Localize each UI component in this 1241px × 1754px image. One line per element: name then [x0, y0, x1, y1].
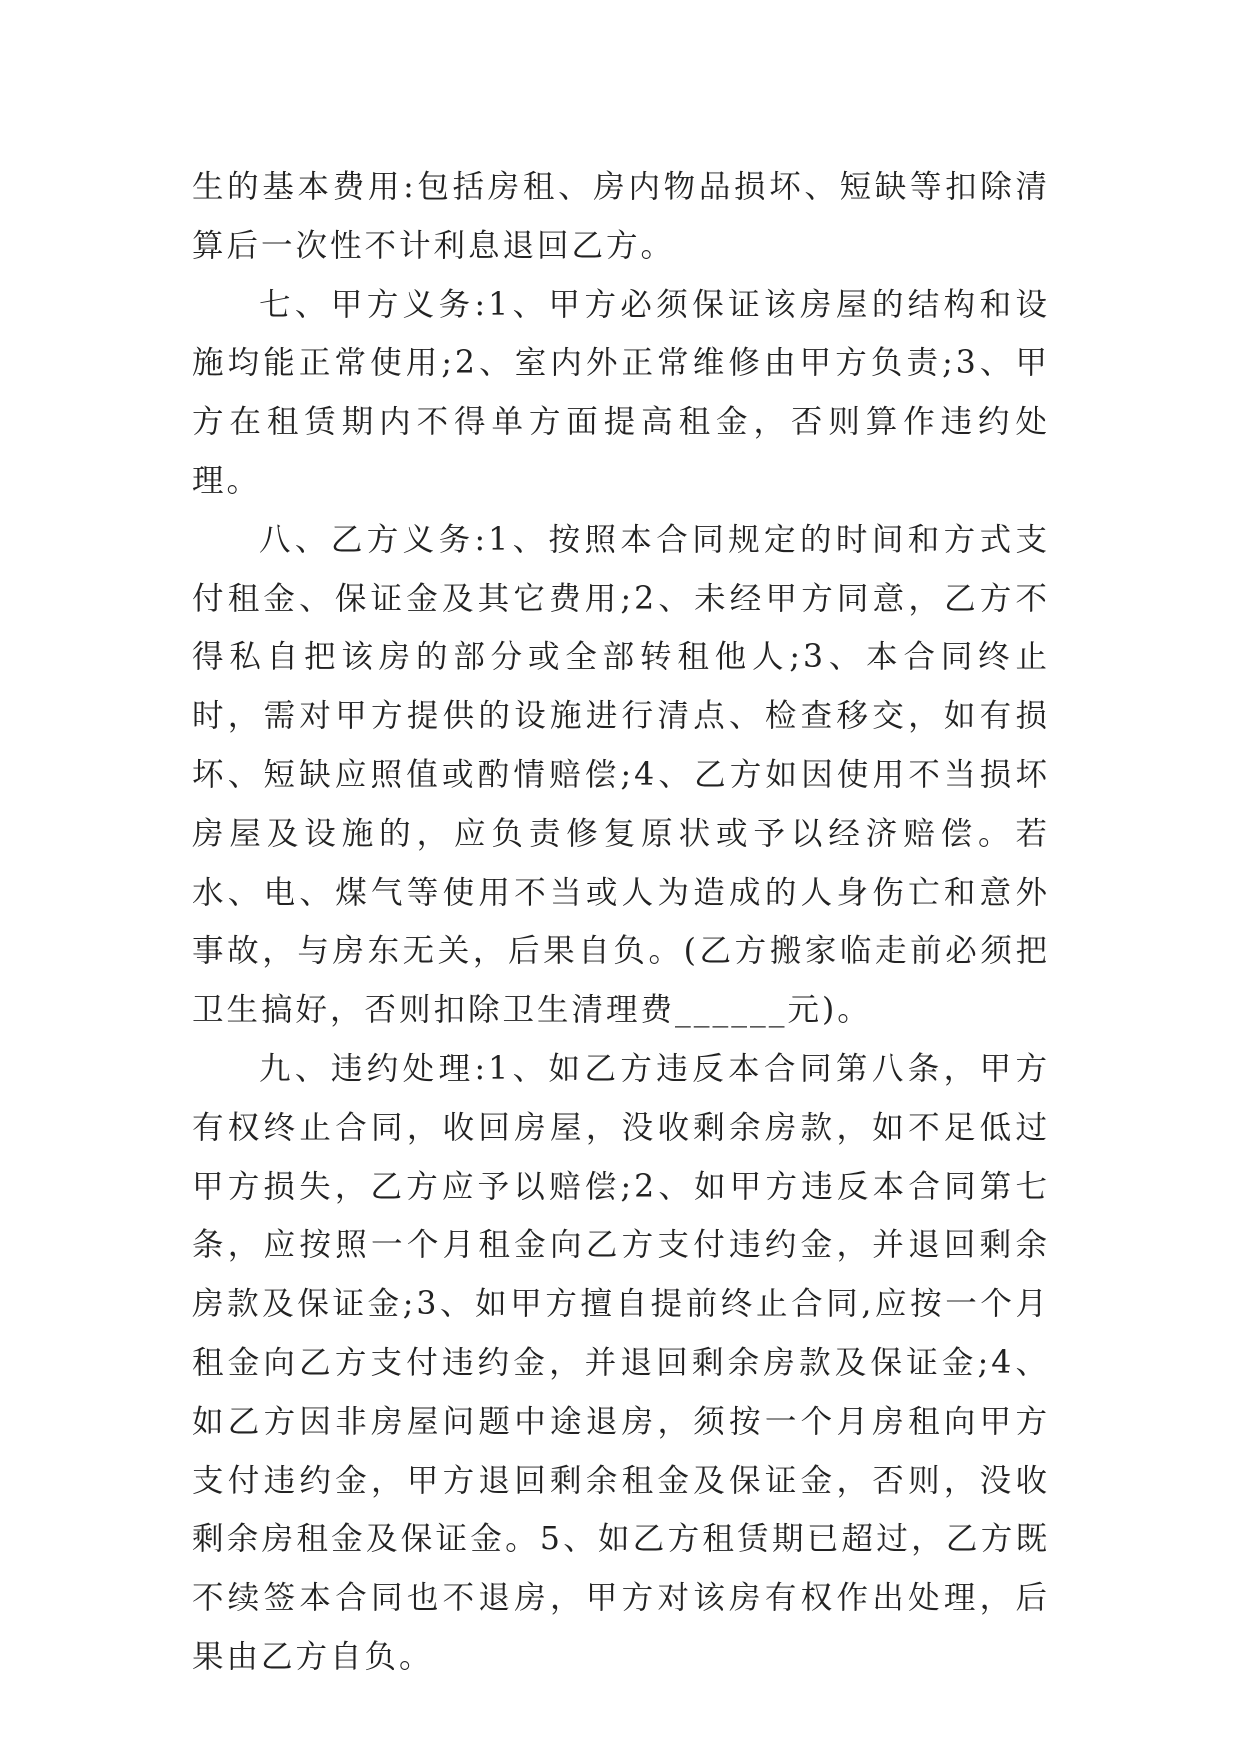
paragraph-party-b-obligations: 八、乙方义务:1、按照本合同规定的时间和方式支付租金、保证金及其它费用;2、未经甲方同意，乙方不得私自把该房的部分或全部转租他人;3、本合同终止时，需对甲方提供的设施进行清点、检查移交，如有损坏、短缺应照值或酌情赔偿;4、乙方如因使用不当损坏房屋及设施的，应负责修复原状或予以经济赔偿。若水、电、煤气等使用不当或人为造成的人身伤亡和意外事故，与房东无关，后果自负。(乙方搬家临走前必须把卫生搞好，否则扣除卫生清理费______元)。 [192, 521, 1051, 1029]
document-body [192, 158, 1050, 1687]
paragraph-party-a-obligations: 七、甲方义务:1、甲方必须保证该房屋的结构和设施均能正常使用;2、室内外正常维修由甲方负责;3、甲方在租赁期内不得单方面提高租金，否则算作违约处理。 [192, 286, 1051, 499]
paragraph-deposit-refund: 生的基本费用:包括房租、房内物品损坏、短缺等扣除清算后一次性不计利息退回乙方。 [192, 169, 1050, 264]
paragraph-breach-handling: 九、违约处理:1、如乙方违反本合同第八条，甲方有权终止合同，收回房屋，没收剩余房款，如不足低过甲方损失，乙方应予以赔偿;2、如甲方违反本合同第七条，应按照一个月租金向乙方支付违约金，并退回剩余房款及保证金;3、如甲方擅自提前终止合同,应按一个月租金向乙方支付违约金，并退回剩余房款及保证金;4、如乙方因非房屋问题中途退房，须按一个月房租向甲方支付违约金，甲方退回剩余租金及保证金，否则，没收剩余房租金及保证金。5、如乙方租赁期已超过，乙方既不续签本合同也不退房，甲方对该房有权作出处理，后果由乙方自负。 [192, 1050, 1051, 1675]
